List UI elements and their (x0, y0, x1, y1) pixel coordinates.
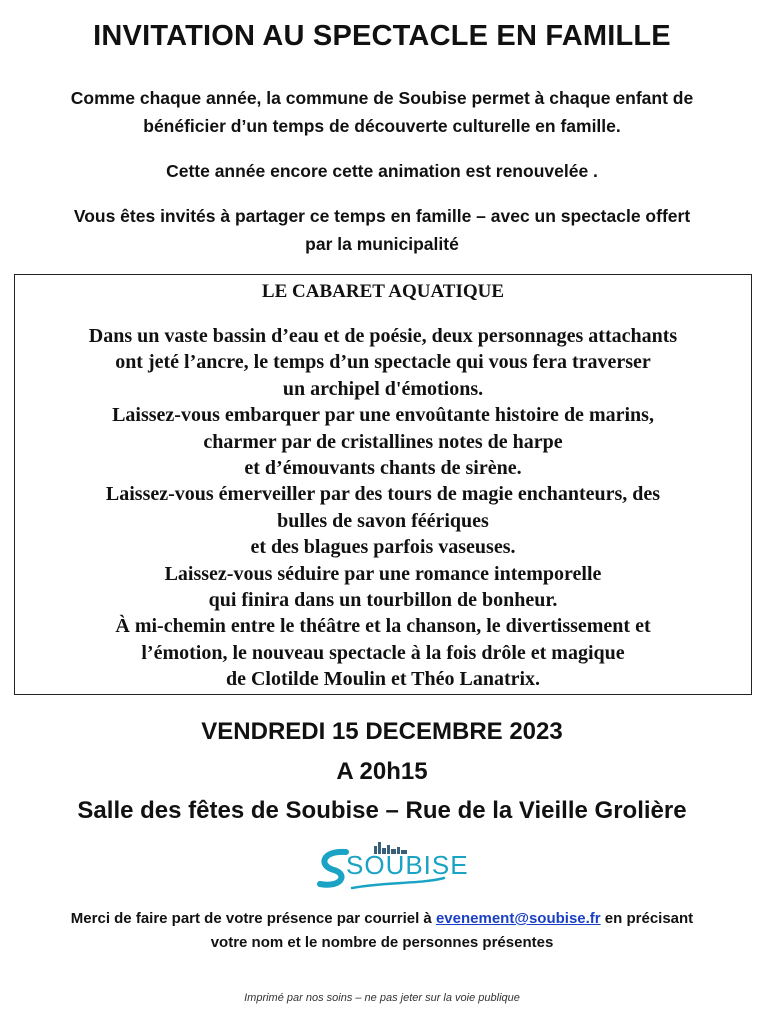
show-line: de Clotilde Moulin et Théo Lanatrix. (225, 668, 541, 691)
show-description-box (14, 274, 752, 695)
show-line: bulles de savon féériques (277, 509, 489, 532)
intro-p3-line1: Vous êtes invités à partager ce temps en famille – avec un spectacle offert (73, 206, 691, 226)
intro-paragraph-2: Cette année encore cette animation est renouvelée . (166, 161, 598, 181)
event-time: A 20h15 (336, 758, 428, 785)
soubise-logo (312, 832, 469, 890)
intro-p1-line2: bénéficier d’un temps de découverte culturelle en famille. (143, 116, 621, 136)
footer-note: Imprimé par nos soins – ne pas jeter sur la voie publique (244, 992, 520, 1004)
event-date: VENDREDI 15 DECEMBRE 2023 (201, 718, 563, 745)
email-link[interactable]: evenement@soubise.fr (435, 910, 601, 927)
show-line: À mi-chemin entre le théâtre et la chanson, le divertissement et (115, 615, 651, 638)
logo-text: SOUBISE (346, 850, 469, 880)
show-line: ont jeté l’ancre, le temps d’un spectacle qui vous fera traverser (115, 351, 651, 374)
event-venue: Salle des fêtes de Soubise – Rue de la Vieille Grolière (77, 797, 687, 824)
show-description (15, 323, 751, 693)
show-title: LE CABARET AQUATIQUE (261, 281, 505, 302)
show-line: l’émotion, le nouveau spectacle à la fois drôle et magique (141, 641, 625, 664)
show-line: charmer par de cristallines notes de harpe (203, 430, 563, 453)
contact-text-after: en précisant (600, 910, 694, 927)
show-line: Laissez-vous embarquer par une envoûtante histoire de marins, (112, 404, 654, 427)
contact-info (20, 907, 744, 955)
intro-paragraph-1 (20, 84, 744, 140)
show-line: Laissez-vous séduire par une romance intemporelle (164, 562, 602, 585)
contact-text-before: Merci de faire part de votre présence par courriel à (70, 910, 436, 927)
show-line: un archipel d'émotions. (282, 377, 484, 400)
contact-line-1 (20, 907, 744, 931)
show-line: Dans un vaste bassin d’eau et de poésie, deux personnages attachants (88, 325, 678, 347)
contact-line-2: votre nom et le nombre de personnes présentes (210, 934, 554, 951)
show-line: et d’émouvants chants de sirène. (244, 457, 522, 480)
show-line: et des blagues parfois vaseuses. (250, 536, 516, 559)
show-line: qui finira dans un tourbillon de bonheur. (208, 589, 558, 612)
intro-p1-line1: Comme chaque année, la commune de Soubise permet à chaque enfant de (70, 88, 694, 108)
show-line: Laissez-vous émerveiller par des tours de magie enchanteurs, des (105, 483, 661, 506)
page-title: INVITATION AU SPECTACLE EN FAMILLE (93, 20, 671, 52)
intro-p3-line2: par la municipalité (305, 234, 459, 254)
intro-paragraph-3 (20, 202, 744, 258)
